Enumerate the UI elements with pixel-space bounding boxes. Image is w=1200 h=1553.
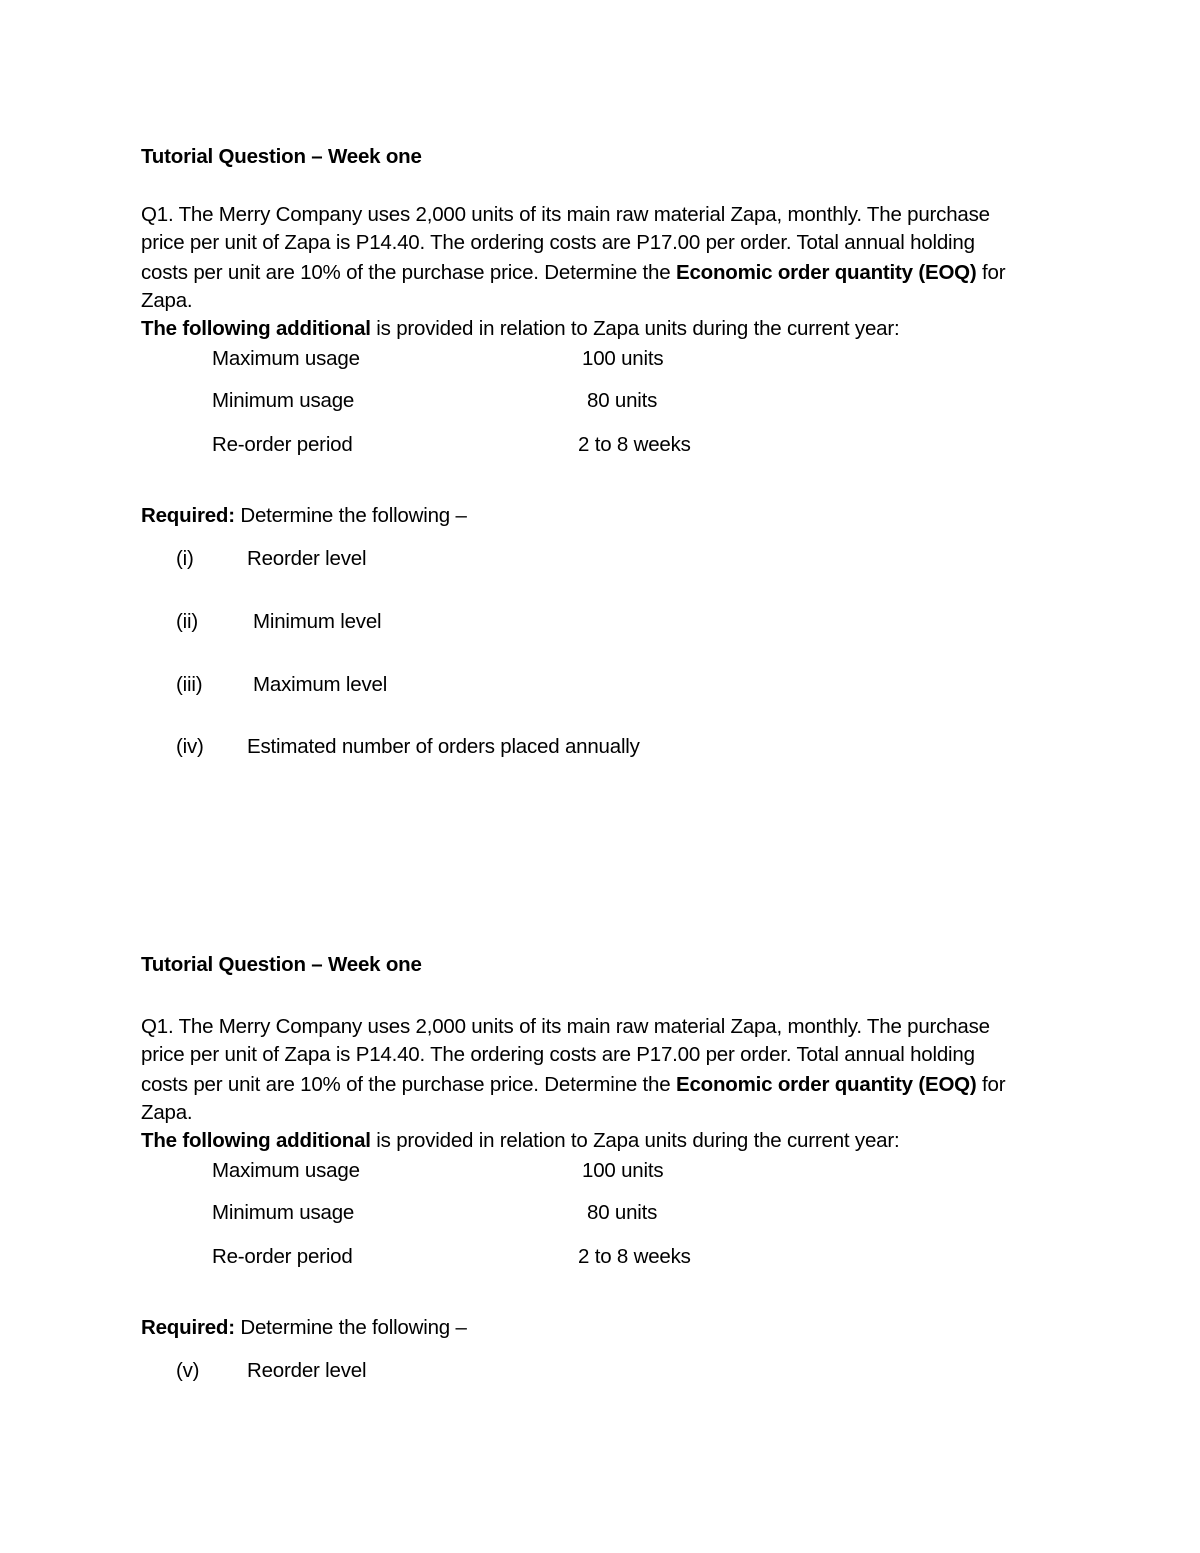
table-value: 100 units [582,1159,664,1182]
item-number: (v) [176,1359,200,1382]
required-text: Determine the following – [234,504,467,527]
additional-line [141,317,899,341]
table-value: 80 units [587,1201,658,1224]
item-number: (i) [176,547,194,570]
item-number: (iii) [176,673,203,696]
additional-text: is provided in relation to Zapa units during the current year: [370,317,900,340]
item-text: Maximum level [253,673,388,696]
required-line [141,1316,467,1340]
required-label: Required: [141,1316,235,1339]
question-line [141,1073,1005,1097]
item-text: Estimated number of orders placed annually [247,735,640,758]
table-label: Maximum usage [212,1159,360,1182]
table-label: Re-order period [212,1245,353,1268]
table-value: 2 to 8 weeks [578,433,691,456]
question-line: price per unit of Zapa is P14.40. The ordering costs are P17.00 per order. Total annual holding [141,1043,975,1066]
required-label: Required: [141,504,235,527]
table-value: 2 to 8 weeks [578,1245,691,1268]
table-value: 100 units [582,347,664,370]
required-text: Determine the following – [234,1316,467,1339]
additional-label: The following additional [141,317,371,340]
item-number: (ii) [176,610,198,633]
required-line [141,504,467,528]
question-line: price per unit of Zapa is P14.40. The ordering costs are P17.00 per order. Total annual holding [141,231,975,254]
question-text: for [976,1073,1006,1096]
eoq-term: Economic order quantity (EOQ) [675,261,977,284]
item-text: Reorder level [247,1359,367,1382]
table-label: Minimum usage [212,389,355,412]
item-text: Minimum level [253,610,382,633]
question-line: Q1. The Merry Company uses 2,000 units of its main raw material Zapa, monthly. The purchase [141,1015,990,1038]
additional-text: is provided in relation to Zapa units during the current year: [370,1129,900,1152]
table-label: Maximum usage [212,347,360,370]
question-line: Zapa. [141,289,193,312]
table-label: Minimum usage [212,1201,355,1224]
additional-line [141,1129,899,1153]
additional-label: The following additional [141,1129,371,1152]
question-line: Q1. The Merry Company uses 2,000 units of its main raw material Zapa, monthly. The purchase [141,203,990,226]
eoq-term: Economic order quantity (EOQ) [675,1073,977,1096]
item-number: (iv) [176,735,204,758]
question-text: costs per unit are 10% of the purchase price. Determine the [141,261,676,284]
item-text: Reorder level [247,547,367,570]
question-line: Zapa. [141,1101,193,1124]
question-line [141,261,1005,285]
question-text: for [976,261,1006,284]
table-value: 80 units [587,389,658,412]
question-text: costs per unit are 10% of the purchase price. Determine the [141,1073,676,1096]
table-label: Re-order period [212,433,353,456]
block-title: Tutorial Question – Week one [141,145,422,168]
block-title: Tutorial Question – Week one [141,953,422,976]
